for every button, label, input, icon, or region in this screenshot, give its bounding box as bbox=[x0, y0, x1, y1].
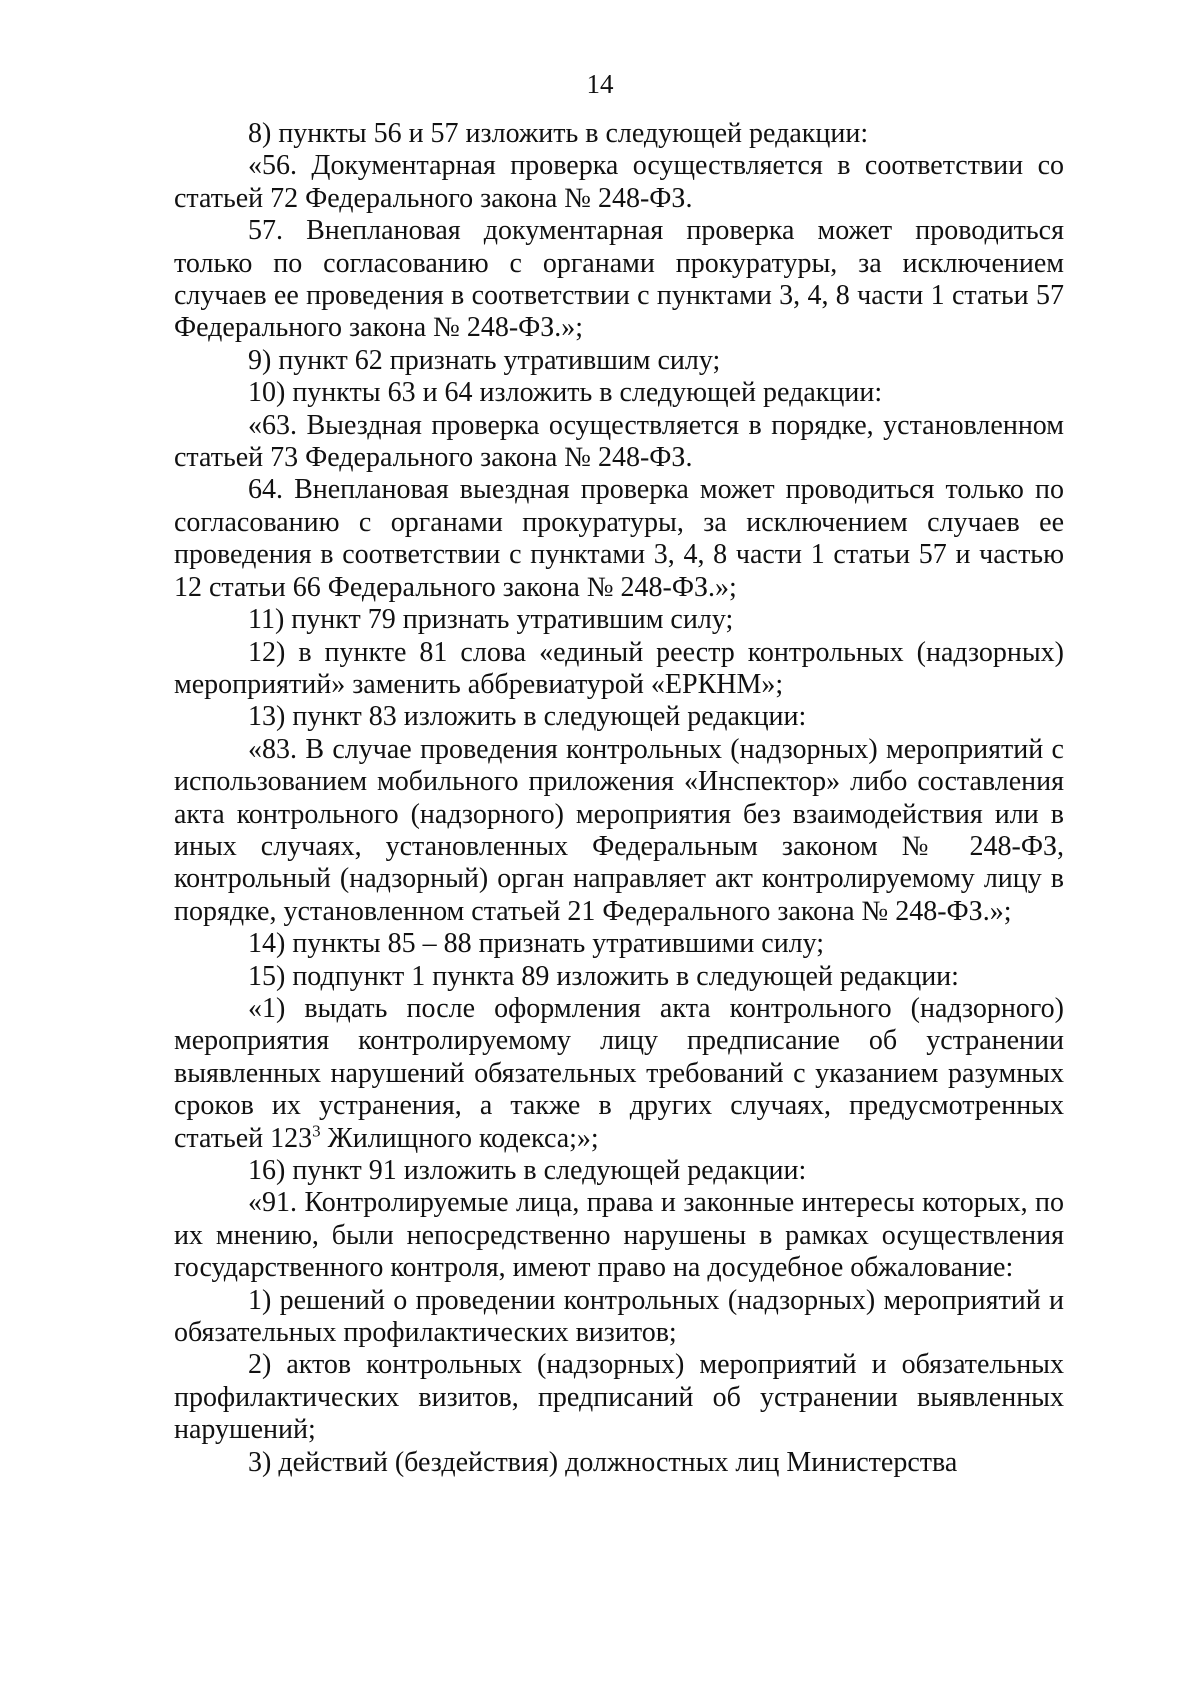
paragraph: 16) пункт 91 изложить в следующей редакции: bbox=[248, 1155, 807, 1186]
paragraph: 8) пункты 56 и 57 изложить в следующей редакции: bbox=[248, 118, 869, 149]
paragraph: 13) пункт 83 изложить в следующей редакции: bbox=[248, 701, 807, 733]
paragraph: 3) действий (бездействия) должностных лиц Министерства bbox=[248, 1446, 958, 1478]
paragraph: «56. Документарная проверка осуществляется в соответствии со статьей 72 Федерального закона № 248-ФЗ. bbox=[174, 150, 1064, 214]
paragraph: 11) пункт 79 признать утратившим силу; bbox=[248, 604, 734, 636]
paragraph: «63. Выездная проверка осуществляется в порядке, установленном статьей 73 Федерального закона № 248-ФЗ. bbox=[174, 409, 1064, 474]
paragraph: «83. В случае проведения контрольных (надзорных) мероприятий с использованием мобильного приложения «Инспектор» либо составления акта контрольного (надзорного) мероприятия без взаимодействия или в иных случаях, установленных Федеральным законом № 248-ФЗ, контрольный (надзорный) орган направляет акт контролируемому лицу в порядке, установленном статьей 21 Федерального закона № 248-ФЗ.»; bbox=[174, 733, 1064, 927]
document-body bbox=[174, 118, 1064, 1479]
paragraph: 10) пункты 63 и 64 изложить в следующей редакции: bbox=[248, 377, 883, 409]
paragraph: 15) подпункт 1 пункта 89 изложить в следующей редакции: bbox=[248, 960, 959, 992]
paragraph: 9) пункт 62 признать утратившим силу; bbox=[248, 344, 721, 376]
paragraph-with-superscript bbox=[174, 993, 1064, 1155]
paragraph-text: Жилищного кодекса;»; bbox=[320, 1122, 599, 1154]
paragraph: 12) в пункте 81 слова «единый реестр контрольных (надзорных) мероприятий» заменить аббревиатурой «ЕРКНМ»; bbox=[174, 636, 1064, 700]
paragraph: 14) пункты 85 – 88 признать утратившими силу; bbox=[248, 928, 825, 960]
superscript: 3 bbox=[312, 1121, 321, 1141]
paragraph: 64. Внеплановая выездная проверка может проводиться только по согласованию с органами прокуратуры, за исключением случаев ее проведения в соответствии с пунктами 3, 4, 8 части 1 статьи 57 и частью 12 статьи 66 Федерального закона № 248-ФЗ.»; bbox=[174, 474, 1064, 603]
paragraph: «91. Контролируемые лица, права и законные интересы которых, по их мнению, были непосредственно нарушены в рамках осуществления государственного контроля, имеют право на досудебное обжалование: bbox=[174, 1187, 1064, 1284]
paragraph: 1) решений о проведении контрольных (надзорных) мероприятий и обязательных профилактических визитов; bbox=[174, 1284, 1064, 1349]
paragraph-text: «1) выдать после оформления акта контрольного (надзорного) мероприятия контролируемому лицу предписание об устранении выявленных нарушений обязательных требований с указанием разумных сроков их устранения, а также в других случаях, предусмотренных статьей 123 bbox=[174, 992, 1064, 1154]
paragraph: 2) актов контрольных (надзорных) мероприятий и обязательных профилактических визитов, предписаний об устранении выявленных нарушений; bbox=[174, 1349, 1064, 1446]
paragraph: 57. Внеплановая документарная проверка может проводиться только по согласованию с органами прокуратуры, за исключением случаев ее проведения в соответствии с пунктами 3, 4, 8 части 1 статьи 57 Федерального закона № 248-ФЗ.»; bbox=[174, 215, 1064, 344]
page-number: 14 bbox=[586, 69, 614, 99]
